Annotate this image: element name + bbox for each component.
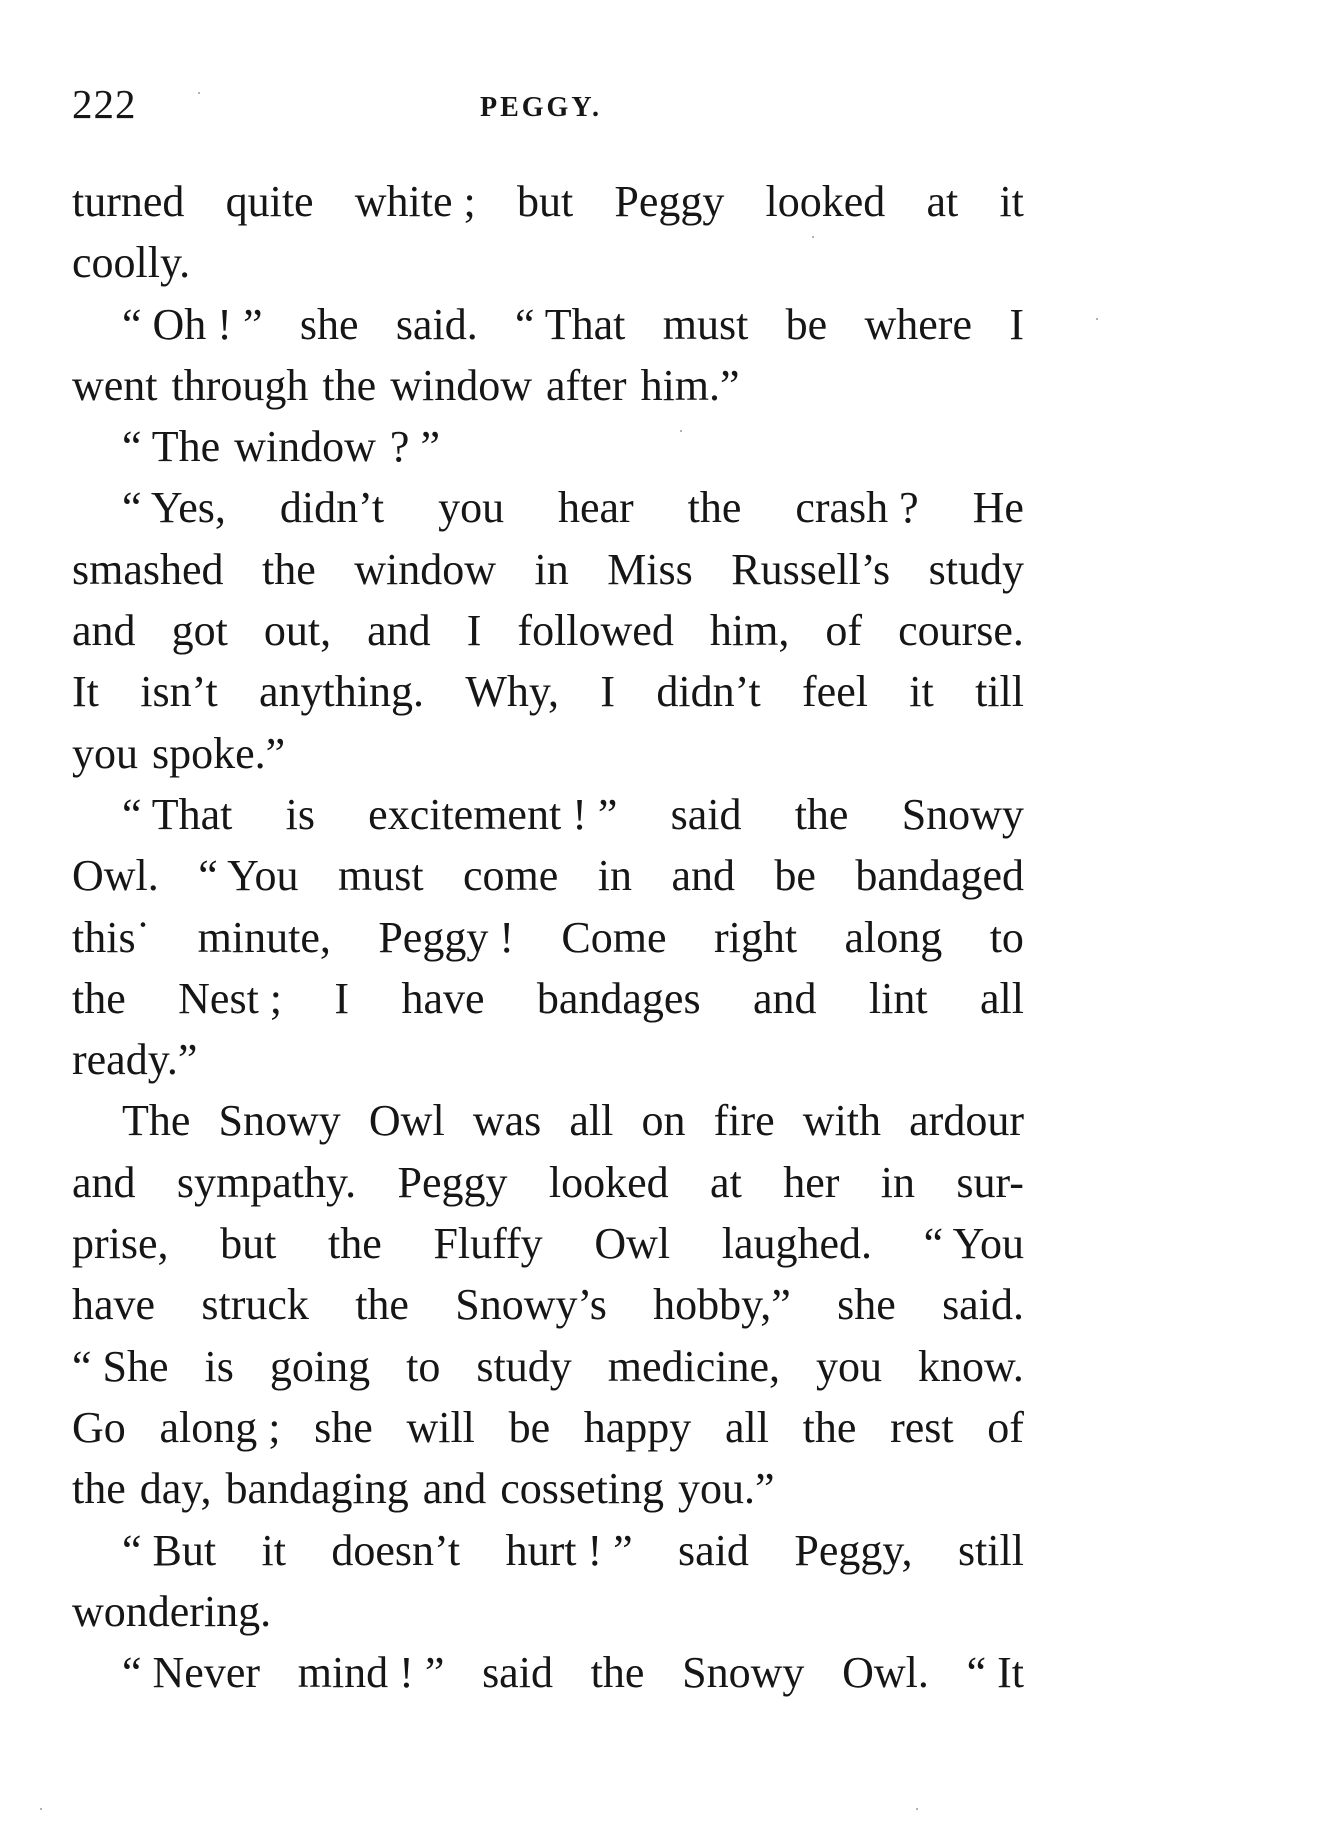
word: along ; [159,1402,281,1452]
word: the [328,1219,382,1269]
word: “ Never [122,1648,261,1698]
word: Peggy, [794,1525,913,1575]
word: bandaging [225,1464,409,1514]
word: window [354,544,497,594]
word: “ Yes, [122,483,226,533]
word: The [122,1096,191,1146]
text-line [72,477,1024,538]
word: you [815,1341,882,1391]
word: I [466,606,482,656]
word: smashed [72,544,224,594]
word: mind ! ” [297,1648,445,1698]
word: is [204,1341,234,1391]
word: it [999,177,1024,226]
word: went [72,360,158,410]
word: and [422,1464,487,1514]
word: didn’t [656,667,761,717]
word: said [678,1525,749,1575]
word: the [72,1464,126,1514]
word: laughed. [721,1219,873,1269]
word: is [285,789,315,839]
word: the [355,1280,409,1330]
word: looked [765,177,886,226]
word: must [337,851,424,901]
word: minute, [197,912,331,962]
word: going [269,1341,371,1391]
word: hear [558,483,634,533]
word: window [234,422,376,472]
word: him.” [640,360,740,410]
word: be [785,299,828,349]
word: “ That [515,299,626,349]
word: followed [517,606,674,656]
word: “ But [122,1525,217,1575]
word: study [476,1341,572,1391]
word: in [534,544,569,594]
text-line [72,1458,1024,1519]
text-line [72,416,1024,477]
word: ardour [909,1096,1024,1146]
word: I [334,973,350,1023]
word: spoke.” [152,728,286,778]
word: prise, [72,1219,169,1269]
paper-speck [916,1808,918,1810]
word: Russell’s [731,544,891,594]
word: wondering. [72,1586,272,1636]
word: quite [225,177,314,226]
word: isn’t [140,667,218,717]
word: “ You [923,1219,1024,1269]
word: course. [898,606,1024,656]
word: know. [917,1341,1024,1391]
word: the [590,1648,645,1698]
word: you [72,728,138,778]
word: and [752,973,817,1023]
text-line [72,784,1024,845]
word: Owl. [72,851,159,901]
text-line [72,355,1024,416]
word: the [322,360,377,410]
page-number: 222 [72,81,137,127]
word: medicine, [607,1341,780,1391]
word: “ She [72,1341,169,1391]
word: must [662,299,749,349]
text-line [72,294,1024,355]
word: all [979,973,1024,1023]
word: and [72,1157,136,1207]
word: He [972,483,1024,533]
word: “ The [122,422,221,472]
word: have [401,973,485,1023]
word: said [482,1648,553,1698]
word: till [975,667,1024,717]
text-line [72,1274,1024,1335]
text-line [72,1152,1024,1213]
word: sur- [956,1157,1024,1207]
word: looked [548,1157,669,1207]
word: you [438,483,505,533]
word: Why, [465,667,560,717]
word: will [406,1402,475,1452]
word: to [989,912,1024,962]
word: said. [395,299,478,349]
text-line [72,1642,1024,1703]
text-line [72,1213,1024,1274]
text-line [72,1520,1024,1581]
word: the [687,483,742,533]
word: the [262,544,316,594]
word: doesn’t [331,1525,461,1575]
word: through [171,360,309,410]
word: I [600,667,616,717]
word: it [909,667,934,717]
word: bandages [536,973,701,1023]
word: Peggy ! [378,912,514,962]
word: fire [713,1096,775,1146]
word: all [724,1402,769,1452]
word: in [880,1157,915,1207]
word: Go [72,1402,126,1452]
word: sympathy. [176,1157,357,1207]
word: it [261,1525,286,1575]
word: bandaged [855,851,1024,901]
paper-speck [40,1808,42,1810]
word: along [844,912,943,962]
word: of [825,606,863,656]
word: Snowy [682,1648,805,1698]
text-line [72,1581,1024,1642]
word: Peggy [614,177,725,226]
word: said [670,789,742,839]
word: happy [583,1402,692,1452]
word: you.” [678,1464,775,1514]
word: to [406,1341,441,1391]
word: the [802,1402,857,1452]
word: hurt ! ” [505,1525,633,1575]
word: rest [890,1402,954,1452]
word: ? ” [389,422,440,472]
paper-speck [198,92,200,94]
text-line [72,1336,1024,1397]
word: and [72,606,136,656]
word: “ You [198,851,299,901]
text-line [72,1090,1024,1151]
text-line [72,1397,1024,1458]
word: study [928,544,1024,594]
word: and [671,851,735,901]
word: at [710,1157,742,1207]
word: white ; [354,177,476,226]
text-line [72,600,1024,661]
word: she [299,299,359,349]
text-line [72,661,1024,722]
word: the [72,973,126,1023]
running-title: PEGGY. [480,92,602,123]
text-line [72,907,1024,968]
word: cosseting [500,1464,665,1514]
word: her [783,1157,840,1207]
text-line [72,171,1024,232]
word: ready.” [72,1035,198,1085]
word: didn’t [279,483,385,533]
paper-speck [1096,318,1098,320]
word: with [802,1096,882,1146]
word: said. [942,1280,1024,1330]
word: out, [263,606,332,656]
word: struck [201,1280,309,1330]
word: in [597,851,632,901]
paper-speck [812,236,814,238]
word: at [926,177,959,226]
word: lint [868,973,928,1023]
word: hobby,” [653,1280,791,1330]
word: Owl. [842,1648,929,1698]
word: where [864,299,972,349]
word: “ It [966,1648,1024,1698]
word: It [72,667,99,717]
text-line [72,232,1024,293]
page-header [72,80,1032,130]
word: the [794,789,849,839]
paper-speck [680,430,682,432]
word: Peggy [397,1157,508,1207]
word: and [367,606,431,656]
word: anything. [259,667,424,717]
text-line [72,968,1024,1029]
word: Snowy [901,789,1024,839]
word: all [569,1096,614,1146]
word: coolly. [72,238,191,288]
word: day, [139,1464,212,1514]
word: Fluffy [433,1219,543,1269]
word: Snowy’s [455,1280,607,1330]
word: Owl [368,1096,445,1146]
word: this˙ [72,912,151,962]
text-line [72,845,1024,906]
word: I [1009,299,1024,349]
word: Miss [607,544,693,594]
word: be [774,851,816,901]
word: after [545,360,627,410]
body-text [72,171,1024,1703]
word: have [72,1280,156,1330]
word: “ Oh ! ” [122,299,263,349]
word: was [472,1096,542,1146]
text-line [72,723,1024,784]
word: him, [709,606,790,656]
word: of [987,1402,1024,1452]
word: got [171,606,228,656]
word: on [641,1096,686,1146]
word: but [516,177,574,226]
word: Nest ; [178,973,283,1023]
word: turned [72,177,185,226]
word: Come [561,912,667,962]
word: right [713,912,798,962]
word: “ That [122,789,233,839]
word: feel [802,667,868,717]
word: crash ? [795,483,919,533]
word: window [390,360,532,410]
word: but [220,1219,277,1269]
word: come [463,851,559,901]
word: excitement ! ” [368,789,618,839]
word: still [957,1525,1024,1575]
text-line [72,539,1024,600]
text-line [72,1029,1024,1090]
word: Snowy [218,1096,341,1146]
word: she [837,1280,896,1330]
word: Owl [594,1219,671,1269]
word: be [508,1402,551,1452]
word: she [314,1402,373,1452]
